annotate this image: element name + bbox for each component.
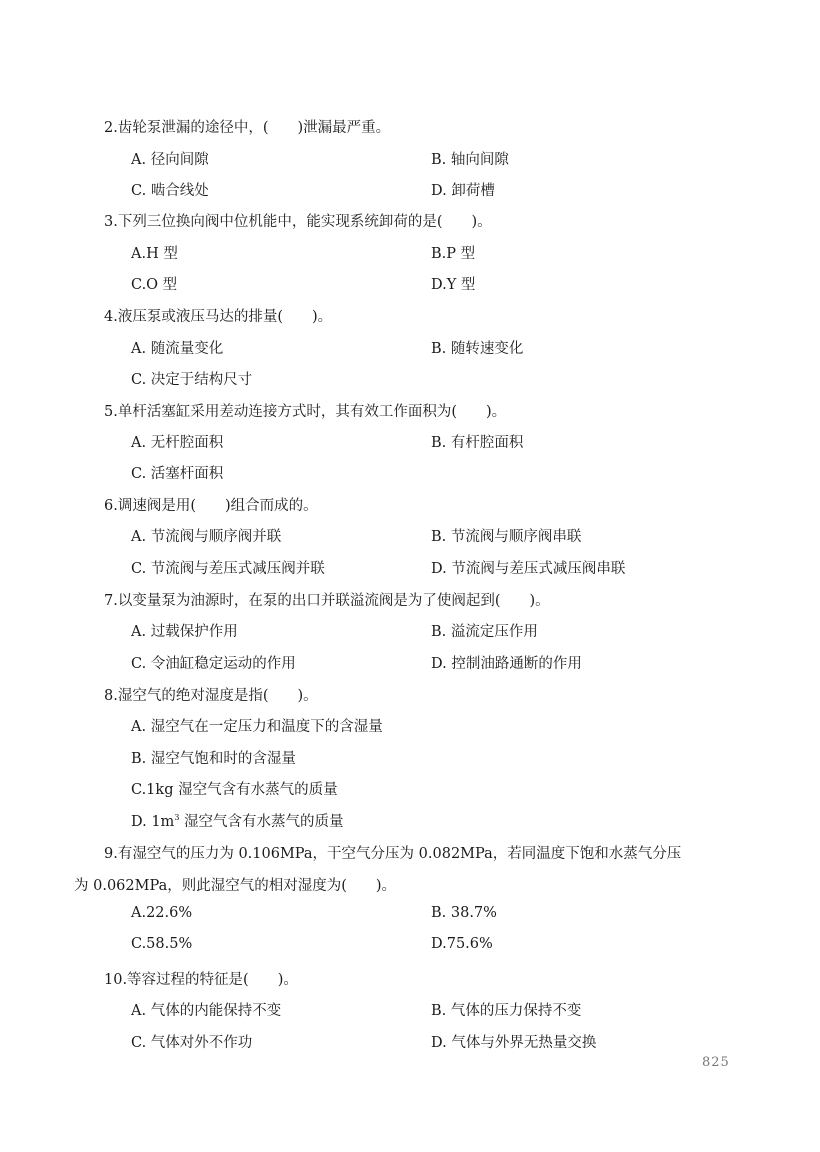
option-d-rest: 湿空气含有水蒸气的质量 <box>179 814 344 830</box>
question-9-stem: 9.有湿空气的压力为 0.106MPa，干空气分压为 0.082MPa，若同温度下饱和水蒸气分压 <box>104 846 682 862</box>
question-2-option-b: B. 轴向间隙 <box>431 152 509 168</box>
question-7-option-c: C. 令油缸稳定运动的作用 <box>131 656 296 672</box>
question-5-option-c: C. 活塞杆面积 <box>131 466 224 482</box>
question-8-stem: 8.湿空气的绝对湿度是指( )。 <box>104 688 318 704</box>
question-3-stem: 3.下列三位换向阀中位机能中，能实现系统卸荷的是( )。 <box>104 214 492 230</box>
question-5-option-b: B. 有杆腔面积 <box>431 435 524 451</box>
question-9-option-a: A.22.6% <box>131 905 193 921</box>
question-8-option-a: A. 湿空气在一定压力和温度下的含湿量 <box>131 719 383 735</box>
question-6-option-c: C. 节流阀与差压式减压阀并联 <box>131 561 325 577</box>
question-10-option-d: D. 气体与外界无热量交换 <box>431 1035 597 1051</box>
page-number: 825 <box>702 1055 730 1070</box>
question-8-option-c: C.1kg 湿空气含有水蒸气的质量 <box>131 782 338 798</box>
cubic-superscript: 3 <box>174 813 180 823</box>
question-6-stem: 6.调速阀是用( )组合而成的。 <box>104 498 318 514</box>
question-4-option-a: A. 随流量变化 <box>131 341 224 357</box>
question-7-stem: 7.以变量泵为油源时，在泵的出口并联溢流阀是为了使阀起到( )。 <box>104 593 550 609</box>
question-3-option-d: D.Y 型 <box>431 277 476 293</box>
question-10-option-a: A. 气体的内能保持不变 <box>131 1003 282 1019</box>
question-3-option-a: A.H 型 <box>131 246 178 262</box>
question-7-option-d: D. 控制油路通断的作用 <box>431 656 582 672</box>
question-2-option-d: D. 卸荷槽 <box>431 183 495 199</box>
question-3-option-b: B.P 型 <box>431 246 476 262</box>
question-6-option-d: D. 节流阀与差压式减压阀串联 <box>431 561 626 577</box>
question-4-option-c: C. 决定于结构尺寸 <box>131 372 253 388</box>
question-6-option-a: A. 节流阀与顺序阀并联 <box>131 529 282 545</box>
option-d-prefix: D. 1m <box>131 814 175 830</box>
question-4-option-b: B. 随转速变化 <box>431 341 524 357</box>
question-10-option-c: C. 气体对外不作功 <box>131 1035 253 1051</box>
question-10-option-b: B. 气体的压力保持不变 <box>431 1003 582 1019</box>
question-5-stem: 5.单杆活塞缸采用差动连接方式时，其有效工作面积为( )。 <box>104 404 507 420</box>
question-3-option-c: C.O 型 <box>131 277 178 293</box>
question-9-option-b: B. 38.7% <box>431 905 497 921</box>
question-10-stem: 10.等容过程的特征是( )。 <box>104 972 298 988</box>
question-2-stem: 2.齿轮泵泄漏的途径中，( )泄漏最严重。 <box>104 120 391 136</box>
question-7-option-a: A. 过载保护作用 <box>131 624 238 640</box>
question-8-option-d <box>131 810 344 831</box>
question-9-option-d: D.75.6% <box>431 936 493 952</box>
question-9-option-c: C.58.5% <box>131 936 193 952</box>
question-7-option-b: B. 溢流定压作用 <box>431 624 538 640</box>
question-2-option-c: C. 啮合线处 <box>131 183 209 199</box>
question-5-option-a: A. 无杆腔面积 <box>131 435 224 451</box>
question-9-stem-continued: 为 0.062MPa，则此湿空气的相对湿度为( )。 <box>74 878 397 894</box>
question-2-option-a: A. 径向间隙 <box>131 152 209 168</box>
question-6-option-b: B. 节流阀与顺序阀串联 <box>431 529 582 545</box>
question-4-stem: 4.液压泵或液压马达的排量( )。 <box>104 309 333 325</box>
question-8-option-b: B. 湿空气饱和时的含湿量 <box>131 751 296 767</box>
